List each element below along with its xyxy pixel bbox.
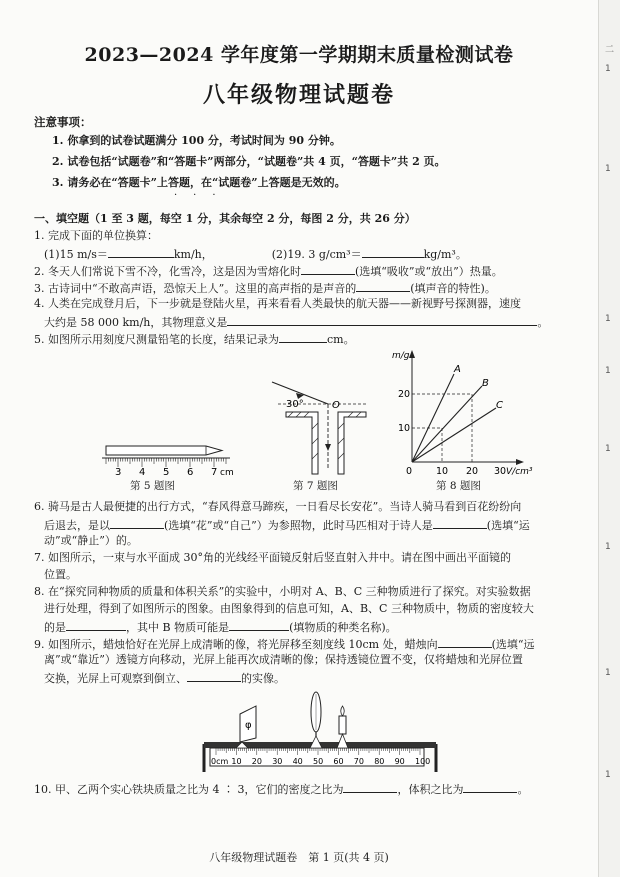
q4-line1: 4. 人类在完成登月后，下一步就是登陆火星，再来看看人类最快的航天器——新视野号探测器，速度 [34, 297, 521, 310]
line-b-label: B [482, 378, 489, 389]
edge-mark: 1 [605, 542, 611, 552]
ruler-label-5: 5 [163, 467, 170, 478]
q8-mid: ，其中 B 物质可能是 [126, 621, 230, 634]
bench-label-100: 100 [415, 757, 431, 766]
bench-label-0cm: 0cm [211, 757, 229, 766]
x-axis-arrow [516, 459, 524, 465]
y-axis-label: m/g [392, 351, 410, 361]
q10-blank-1[interactable] [343, 781, 397, 793]
q9-blank-1[interactable] [438, 636, 492, 648]
q1b-unit: kg/m³。 [423, 248, 467, 261]
edge-mark: 二 [605, 45, 615, 55]
notice-item-1: 1. 你拿到的试卷试题满分 100 分，考试时间为 90 分钟。 [52, 134, 341, 147]
edge-mark: 1 [605, 64, 611, 74]
q4-text: 大约是 58 000 km/h，其物理意义是 [44, 316, 228, 329]
q10-text: 10. 甲、乙两个实心铁块质量之比为 4 ∶ 3，它们的密度之比为 [34, 783, 344, 796]
q6-mid: (选填“花”或“自己”）为参照物，此时马匹相对于诗人是 [164, 519, 433, 532]
q8-line2: 进行处理，得到了如图所示的图象。由图象得到的信息可知，A、B、C 三种物质中，物质的密度较大 [44, 602, 534, 615]
bench-label-30: 30 [272, 757, 283, 766]
q2-text: 2. 冬天人们常说下雪不冷，化雪冷，这是因为雪熔化时 [34, 265, 301, 278]
reflected-arrow [325, 444, 331, 451]
q3-blank[interactable] [356, 280, 410, 292]
q7-line1: 7. 如图所示，一束与水平面成 30°角的光线经平面镜反射后竖直射入井中。请在图中画出平面镜的 [34, 551, 511, 564]
q6-post: (选填“运 [486, 519, 530, 532]
fig7-well-diagram [266, 374, 376, 480]
line-a-label: A [454, 364, 461, 375]
q9-post1: (选填“远 [491, 638, 535, 651]
line-c-label: C [496, 400, 503, 411]
notice-heading: 注意事项： [34, 115, 92, 129]
edge-mark: 1 [605, 444, 611, 454]
q3-line [34, 280, 496, 296]
bench-label-70: 70 [353, 757, 364, 766]
q7-line2: 位置。 [44, 568, 77, 581]
q10-blank-2[interactable] [463, 781, 517, 793]
q9-text-2: 交换，光屏上可观察到倒立、 [44, 672, 187, 685]
x-tick-30: 30 [494, 466, 507, 477]
fig7-caption: 第 7 题图 [293, 480, 338, 492]
page-footer: 八年级物理试题卷 第 1 页(共 4 页) [209, 851, 389, 864]
bench-label-90: 90 [394, 757, 405, 766]
pencil-shape [106, 446, 222, 455]
q2-line [34, 263, 503, 279]
bench-label-20: 20 [251, 757, 262, 766]
q3-text: 3. 古诗词中“不敢高声语，恐惊天上人”。这里的高声指的是声音的 [34, 282, 357, 295]
q1a-unit: km/h， [173, 248, 213, 261]
candle-body [339, 716, 346, 734]
q9-post2: 的实像。 [241, 672, 285, 685]
edge-mark: 1 [605, 366, 611, 376]
x-tick-10: 10 [436, 466, 449, 477]
q8-text: 的是 [44, 621, 66, 634]
q1b-blank[interactable] [362, 246, 424, 258]
q8-post: (填物质的种类名称)。 [289, 621, 397, 634]
bench-label-80: 80 [374, 757, 385, 766]
q10-mid: ，体积之比为 [397, 783, 464, 796]
q4-blank[interactable] [227, 314, 537, 326]
q1b-text: (2)19. 3 g/cm³＝ [271, 248, 362, 261]
q6-line2 [44, 517, 530, 533]
fig7-angle-label: 30° [286, 399, 304, 410]
q1a-text: (1)15 m/s＝ [44, 248, 108, 261]
fig5-caption: 第 5 题图 [130, 480, 175, 492]
notice-item-2: 2. 试卷包括“试题卷”和“答题卡”两部分，“试题卷”共 4 页，“答题卡”共 2 页。 [52, 155, 446, 168]
exam-subtitle: 八年级物理试题卷 [202, 82, 395, 108]
candle-flame-icon [341, 706, 345, 716]
section-heading: 一、填空题（1 至 3 题，每空 1 分，其余每空 2 分，每图 2 分，共 26 分） [34, 212, 416, 225]
edge-mark: 1 [605, 314, 611, 324]
q8-line1: 8. 在“探究同种物质的质量和体积关系”的实验中，小明对 A、B、C 三种物质进行了探究。对实验数据 [34, 585, 531, 598]
q9-blank-2[interactable] [187, 670, 241, 682]
ruler-label-4: 4 [139, 467, 146, 478]
ruler-unit-label: cm [220, 468, 234, 478]
q1a-blank[interactable] [108, 246, 174, 258]
fig9-optical-bench [196, 686, 444, 772]
q4-line2 [44, 314, 548, 330]
q9-text: 9. 如图所示，蜡烛恰好在光屏上成清晰的像，将光屏移至刻度线 10cm 处，蜡烛向 [34, 638, 438, 651]
fig8-mass-volume-graph [390, 340, 540, 478]
q8-blank-2[interactable] [229, 619, 289, 631]
ruler-label-6: 6 [187, 467, 194, 478]
q10-post: 。 [517, 783, 529, 796]
ruler-ticks [106, 458, 226, 467]
q5-line [34, 331, 355, 347]
x-tick-20: 20 [466, 466, 479, 477]
y-tick-10: 10 [398, 423, 411, 434]
well-hatching [288, 412, 361, 459]
q1-stem: 1. 完成下面的单位换算： [34, 229, 158, 242]
q1-line [44, 246, 467, 262]
edge-mark: 1 [605, 164, 611, 174]
q4-post: 。 [537, 316, 549, 329]
q6-text: 后退去，是以 [44, 519, 110, 532]
exam-title: 2023—2024 学年度第一学期期末质量检测试卷 [84, 44, 514, 66]
ruler-label-7: 7 [211, 467, 218, 478]
bench-label-10: 10 [231, 757, 242, 766]
well-wall-right [338, 412, 366, 474]
candle-stand [337, 734, 348, 748]
edge-mark: 1 [605, 668, 611, 678]
y-axis-arrow [409, 350, 415, 358]
q2-blank[interactable] [301, 263, 355, 275]
ruler-labels [115, 467, 234, 478]
q6-line3: 动”或“静止”）的。 [44, 534, 138, 547]
fig7-point-label: O [332, 400, 340, 411]
emphasis-dots: ··· [174, 190, 232, 201]
fig5-ruler-diagram [96, 438, 246, 478]
edge-mark: 1 [605, 770, 611, 780]
bench-label-50: 50 [313, 757, 324, 766]
q10-line [34, 781, 528, 797]
q9-line3 [44, 670, 285, 686]
ruler-label-3: 3 [115, 467, 122, 478]
fig8-caption: 第 8 题图 [436, 480, 481, 492]
adjacent-page-edge [598, 0, 620, 877]
q8-line3 [44, 619, 397, 635]
notice-item-3: 3. 请务必在“答题卡”上答题，在“试题卷”上答题是无效的。 [52, 176, 346, 189]
origin-label: 0 [406, 466, 413, 477]
y-tick-20: 20 [398, 389, 411, 400]
screen-image-icon: φ [245, 720, 252, 731]
q6-blank-1[interactable] [110, 517, 164, 529]
q9-line1 [34, 636, 535, 652]
bench-label-40: 40 [292, 757, 303, 766]
x-axis-label: V/cm³ [506, 467, 533, 477]
q8-blank-1[interactable] [66, 619, 126, 631]
q6-line1: 6. 骑马是古人最便捷的出行方式，“春风得意马蹄疾，一日看尽长安花”。当诗人骑马看到百花纷纷向 [34, 500, 522, 513]
q6-blank-2[interactable] [433, 517, 487, 529]
q2-post: (选填“吸收”或“放出”）热量。 [355, 265, 503, 278]
q3-post: (填声音的特性)。 [410, 282, 496, 295]
q5-blank[interactable] [279, 331, 327, 343]
q5-post: cm。 [327, 333, 355, 346]
bench-label-60: 60 [333, 757, 344, 766]
q9-line2: 离”或“靠近”）透镜方向移动，光屏上能再次成清晰的像；保持透镜位置不变，仅将蜡烛和光屏位置 [44, 653, 523, 666]
q5-text: 5. 如图所示用刻度尺测量铅笔的长度，结果记录为 [34, 333, 279, 346]
